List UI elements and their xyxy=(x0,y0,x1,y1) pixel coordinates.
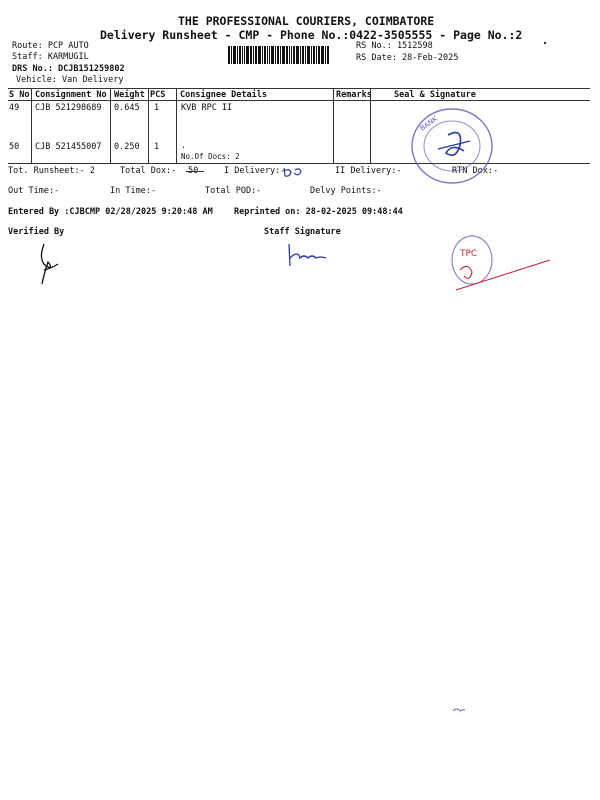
col-header-pcs: PCS xyxy=(150,90,166,100)
row-doc-count: No.Of Docs: 2 xyxy=(181,152,240,161)
staff-label: Staff: KARMUGIL xyxy=(12,52,89,62)
total-dox-value: 50 xyxy=(188,166,199,176)
strike-mark xyxy=(186,171,204,172)
col-header-sno: S No xyxy=(9,90,30,100)
table-top-rule xyxy=(8,88,590,89)
col-header-weight: Weight xyxy=(114,90,145,100)
scribble-mark xyxy=(452,706,466,714)
vehicle-label: Vehicle: Van Delivery xyxy=(16,75,124,85)
row-sno: 50 xyxy=(9,142,20,152)
svg-text:BANK: BANK xyxy=(418,114,440,133)
handwritten-delivery-mark xyxy=(282,164,306,180)
runsheet-barcode xyxy=(228,46,348,64)
staff-signature-label: Staff Signature xyxy=(264,227,341,237)
verified-signature-icon xyxy=(34,240,66,288)
entered-by: Entered By :CJBCMP 02/28/2025 9:20:48 AM xyxy=(8,207,213,217)
delvy-points: Delvy Points:- xyxy=(310,186,382,196)
row-weight: 0.250 xyxy=(114,142,140,152)
row-consignee: . xyxy=(181,141,187,151)
drs-number: DRS No.: DCJB151259802 xyxy=(12,64,125,74)
dot-mark xyxy=(542,40,548,46)
out-time: Out Time:- xyxy=(8,186,60,196)
verified-by-label: Verified By xyxy=(8,227,65,237)
row-consignment: CJB 521455007 xyxy=(35,142,102,152)
svg-text:TPC: TPC xyxy=(460,249,478,259)
row-consignment: CJB 521298689 xyxy=(35,103,102,113)
total-dox: Total Dox:- xyxy=(120,166,177,176)
reprinted-on: Reprinted on: 28-02-2025 09:48:44 xyxy=(234,207,403,217)
route-label: Route: PCP AUTO xyxy=(12,41,89,51)
col-header-consignee: Consignee Details xyxy=(180,90,267,100)
row-weight: 0.645 xyxy=(114,103,140,113)
row-consignee: KVB RPC II xyxy=(181,103,233,113)
col-header-seal: Seal & Signature xyxy=(394,90,476,100)
row-pcs: 1 xyxy=(154,103,160,113)
rs-number: RS No.: 1512598 xyxy=(356,41,433,51)
rs-date: RS Date: 28-Feb-2025 xyxy=(356,53,459,63)
rtn-dox: RTN Dox:- xyxy=(452,166,499,176)
runsheet-subtitle: Delivery Runsheet - CMP - Phone No.:0422-3505555 - Page No.:2 xyxy=(100,28,523,42)
courier-stamp-icon xyxy=(450,232,554,294)
i-delivery: I Delivery:- xyxy=(224,166,286,176)
company-title: THE PROFESSIONAL COURIERS, COIMBATORE xyxy=(178,14,435,28)
total-pod: Total POD:- xyxy=(205,186,262,196)
in-time: In Time:- xyxy=(110,186,157,196)
bank-seal-stamp-icon xyxy=(408,105,499,187)
staff-signature-icon xyxy=(286,240,330,272)
row-pcs: 1 xyxy=(154,142,160,152)
col-header-remarks: Remarks xyxy=(336,90,372,100)
ii-delivery: II Delivery:- xyxy=(335,166,402,176)
row-sno: 49 xyxy=(9,103,20,113)
tot-runsheet: Tot. Runsheet:- 2 xyxy=(8,166,95,176)
col-header-consignment: Consignment No xyxy=(35,90,107,100)
table-header-rule xyxy=(8,100,590,101)
